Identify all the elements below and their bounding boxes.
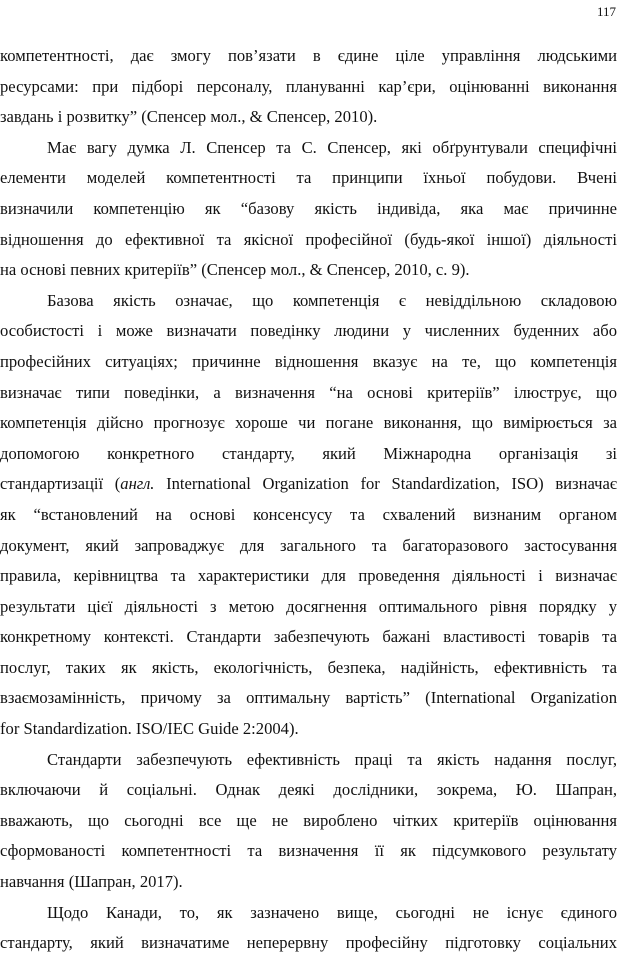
text-line: компетенція дійсно прогнозує хороше чи погане виконання, що вимірюється за: [0, 413, 617, 433]
italic-abbreviation: англ.: [120, 474, 155, 494]
paragraph-5: [0, 898, 617, 959]
paragraph-3: [0, 286, 617, 745]
text-line: професійних ситуаціях; причинне відношення вказує на те, що компетенція: [0, 351, 617, 371]
text-line: на основі певних критеріїв” (Спенсер мол., & Спенсер, 2010, с. 9).: [0, 260, 470, 280]
text-line: результати цієї діяльності з метою досягнення оптимального рівня порядку у: [0, 596, 617, 616]
text-line: взаємозамінність, причому за оптимальну вартість” (International Organization: [0, 688, 617, 708]
text-line: допомогою конкретного стандарту, який Міжнародна організація зі: [0, 443, 617, 463]
text-line: for Standardization. ISO/IEC Guide 2:2004).: [0, 719, 299, 739]
text-line: визначає типи поведінки, а визначення “на основі критеріїв” ілюструє, що: [0, 382, 617, 402]
text-line: Базова якість означає, що компетенція є невіддільною складовою: [47, 290, 617, 310]
text-line: правила, керівництва та характеристики для проведення діяльності і визначає: [0, 566, 617, 586]
text-line: документ, який запроваджує для загального та багаторазового застосування: [0, 535, 617, 555]
text-line: визначили компетенцію як “базову якість індивіда, яка має причинне: [0, 198, 617, 218]
paragraph-4: [0, 745, 617, 898]
text-line: Щодо Канади, то, як зазначено вище, сьогодні не існує єдиного: [47, 902, 617, 922]
text-line: включаючи й соціальні. Однак деякі дослідники, зокрема, Ю. Шапран,: [0, 780, 617, 800]
text-line: Має вагу думка Л. Спенсер та С. Спенсер, які обґрунтували специфічні: [47, 137, 617, 157]
document-body: [0, 41, 617, 959]
text-line: завдань і розвитку” (Спенсер мол., & Спенсер, 2010).: [0, 107, 378, 127]
text-line: Стандарти забезпечують ефективність праці та якість надання послуг,: [47, 749, 617, 769]
text-line: відношення до ефективної та якісної професійної (будь-якої іншої) діяльності: [0, 229, 617, 249]
text-line: послуг, таких як якість, екологічність, безпека, надійність, ефективність та: [0, 657, 617, 677]
text-line: конкретному контексті. Стандарти забезпечують бажані властивості товарів та: [0, 627, 617, 647]
text-line: як “встановлений на основі консенсусу та схвалений визнаним органом: [0, 504, 617, 524]
text-line: компетентності, дає змогу пов’язати в єдине ціле управління людськими: [0, 46, 617, 65]
paragraph-2: [0, 133, 617, 286]
text-line: ресурсами: при підборі персоналу, плануванні кар’єри, оцінюванні виконання: [0, 76, 617, 96]
text-line: стандарту, який визначатиме неперервну професійну підготовку соціальних: [0, 933, 617, 953]
text-run: International Organization for Standardization, ISO) визначає: [154, 474, 618, 494]
text-line: навчання (Шапран, 2017).: [0, 872, 183, 892]
text-line: вважають, що сьогодні все ще не вироблено чітких критеріїв оцінювання: [0, 810, 617, 830]
page-number: 117: [596, 4, 616, 19]
text-line: [0, 469, 617, 500]
text-line: сформованості компетентності та визначення її як підсумкового результату: [0, 841, 617, 861]
text-run: стандартизації (: [0, 474, 121, 494]
text-line: особистості і може визначати поведінку людини у численних буденних або: [0, 321, 617, 341]
paragraph-1: [0, 41, 617, 133]
text-line: елементи моделей компетентності та принципи їхньої побудови. Вчені: [0, 168, 617, 188]
